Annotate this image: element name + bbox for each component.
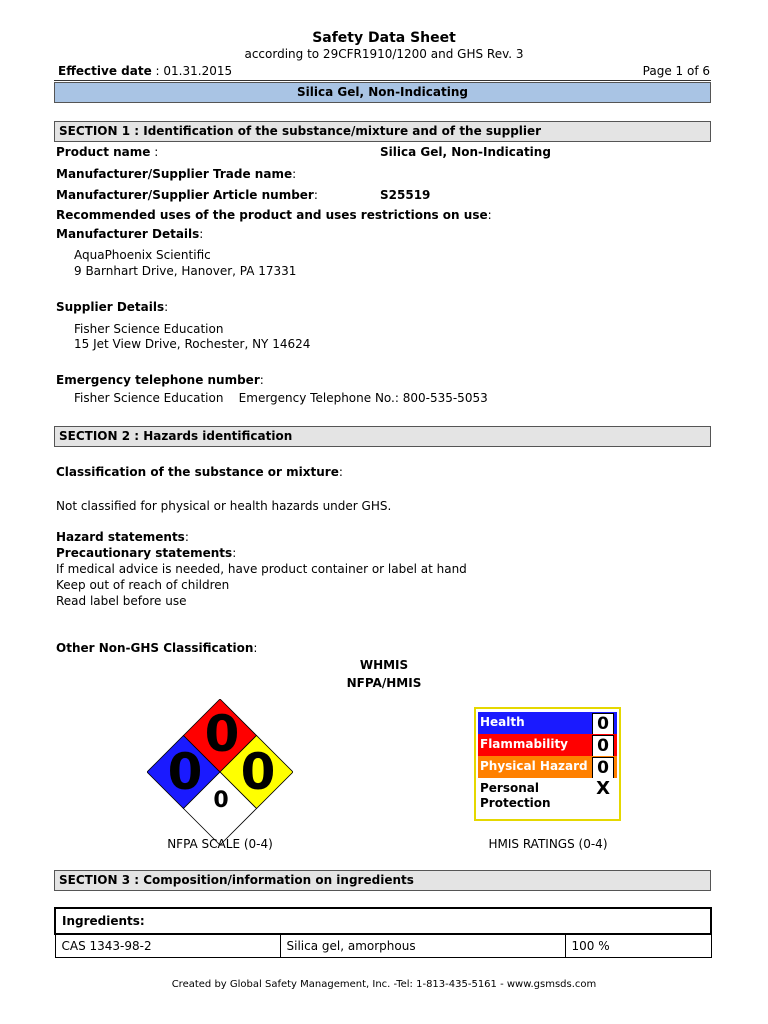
hmis-ppe-label-1: Personal	[480, 781, 539, 795]
hmis-flammability-value: 0	[592, 735, 614, 757]
page-footer: Created by Global Safety Management, Inc. -Tel: 1-813-435-5161 - www.gsmsds.com	[171, 979, 597, 990]
precaution-item: Read label before use	[56, 594, 187, 608]
other-classification-label: Other Non-GHS Classification	[56, 641, 254, 655]
trade-name-row: Manufacturer/Supplier Trade name:	[56, 167, 297, 181]
ingredient-name: Silica gel, amorphous	[280, 934, 565, 958]
emergency-phone-row: Emergency telephone number:	[56, 373, 264, 387]
article-number-row: Manufacturer/Supplier Article number:	[56, 188, 318, 202]
manufacturer-address: 9 Barnhart Drive, Hanover, PA 17331	[74, 264, 297, 278]
product-banner: Silica Gel, Non-Indicating	[54, 82, 711, 103]
nfpa-diamond	[147, 699, 293, 845]
nfpa-special-value: 0	[213, 788, 229, 813]
precaution-item: Keep out of reach of children	[56, 578, 230, 592]
precautionary-statements-label: Precautionary statements	[56, 546, 233, 560]
hmis-physical-row	[478, 756, 617, 778]
uses-row: Recommended uses of the product and uses restrictions on use:	[56, 208, 492, 222]
supplier-details-row: Supplier Details:	[56, 300, 169, 314]
trade-name-label: Manufacturer/Supplier Trade name	[56, 167, 293, 181]
ingredients-header-row	[55, 908, 711, 934]
hmis-physical-value: 0	[592, 757, 614, 779]
nfpa-hmis-label: NFPA/HMIS	[346, 676, 422, 690]
classification-text: Not classified for physical or health hazards under GHS.	[56, 499, 392, 513]
ingredients-header: Ingredients:	[55, 908, 711, 934]
supplier-details-label: Supplier Details	[56, 300, 165, 314]
hmis-health-row	[478, 712, 617, 734]
section-3-heading: SECTION 3 : Composition/information on ingredients	[54, 870, 711, 891]
manufacturer-details-label: Manufacturer Details	[56, 227, 200, 241]
emergency-phone-label: Emergency telephone number	[56, 373, 260, 387]
effective-date-value: : 01.31.2015	[151, 64, 233, 78]
ingredient-cas: CAS 1343-98-2	[55, 934, 280, 958]
classification-row: Classification of the substance or mixture:	[56, 465, 343, 479]
effective-date-label: Effective date	[58, 64, 152, 78]
nfpa-instability-value: 0	[240, 743, 276, 801]
article-number-label: Manufacturer/Supplier Article number	[56, 188, 314, 202]
ingredient-percent: 100 %	[565, 934, 711, 958]
hmis-flammability-row	[478, 734, 617, 756]
whmis-label: WHMIS	[359, 658, 409, 672]
hmis-ppe-row	[478, 778, 617, 816]
precaution-item: If medical advice is needed, have product container or label at hand	[56, 562, 467, 576]
hmis-health-value: 0	[592, 713, 614, 735]
nfpa-caption: NFPA SCALE (0-4)	[167, 837, 273, 851]
article-number-value: S25519	[380, 188, 431, 202]
emergency-phone-line: Fisher Science Education Emergency Telephone No.: 800-535-5053	[74, 391, 488, 405]
supplier-address: 15 Jet View Drive, Rochester, NY 14624	[74, 337, 311, 351]
manufacturer-details-row: Manufacturer Details:	[56, 227, 204, 241]
other-classification-row: Other Non-GHS Classification:	[56, 641, 258, 655]
hmis-physical-label: Physical Hazard	[480, 759, 588, 773]
hmis-label	[474, 707, 621, 821]
product-name-label: Product name	[56, 145, 151, 159]
precautionary-statements-row: Precautionary statements:	[56, 546, 237, 560]
product-name-colon: :	[150, 145, 159, 159]
uses-label: Recommended uses of the product and uses restrictions on use	[56, 208, 488, 222]
document-title: Safety Data Sheet	[312, 30, 456, 46]
effective-date	[58, 64, 232, 78]
nfpa-flammability-value: 0	[204, 705, 240, 763]
hmis-flammability-label: Flammability	[480, 737, 569, 751]
document-subtitle: according to 29CFR1910/1200 and GHS Rev. 3	[244, 47, 524, 61]
supplier-name: Fisher Science Education	[74, 322, 224, 336]
manufacturer-name: AquaPhoenix Scientific	[74, 248, 211, 262]
hazard-statements-row: Hazard statements:	[56, 530, 189, 544]
hmis-ppe-value: X	[596, 778, 610, 799]
header-divider	[54, 80, 711, 81]
hmis-health-label: Health	[480, 715, 525, 729]
nfpa-health-value: 0	[167, 743, 203, 801]
section-1-heading: SECTION 1 : Identification of the substance/mixture and of the supplier	[54, 121, 711, 142]
ingredients-table	[54, 907, 712, 958]
classification-label: Classification of the substance or mixture	[56, 465, 339, 479]
page-number: Page 1 of 6	[642, 64, 710, 78]
section-2-heading: SECTION 2 : Hazards identification	[54, 426, 711, 447]
hmis-caption: HMIS RATINGS (0-4)	[488, 837, 608, 851]
hazard-statements-label: Hazard statements	[56, 530, 185, 544]
hmis-ppe-label-2: Protection	[480, 796, 551, 810]
product-name-row	[56, 145, 158, 159]
product-name-value: Silica Gel, Non-Indicating	[380, 145, 551, 159]
table-row	[55, 934, 711, 958]
